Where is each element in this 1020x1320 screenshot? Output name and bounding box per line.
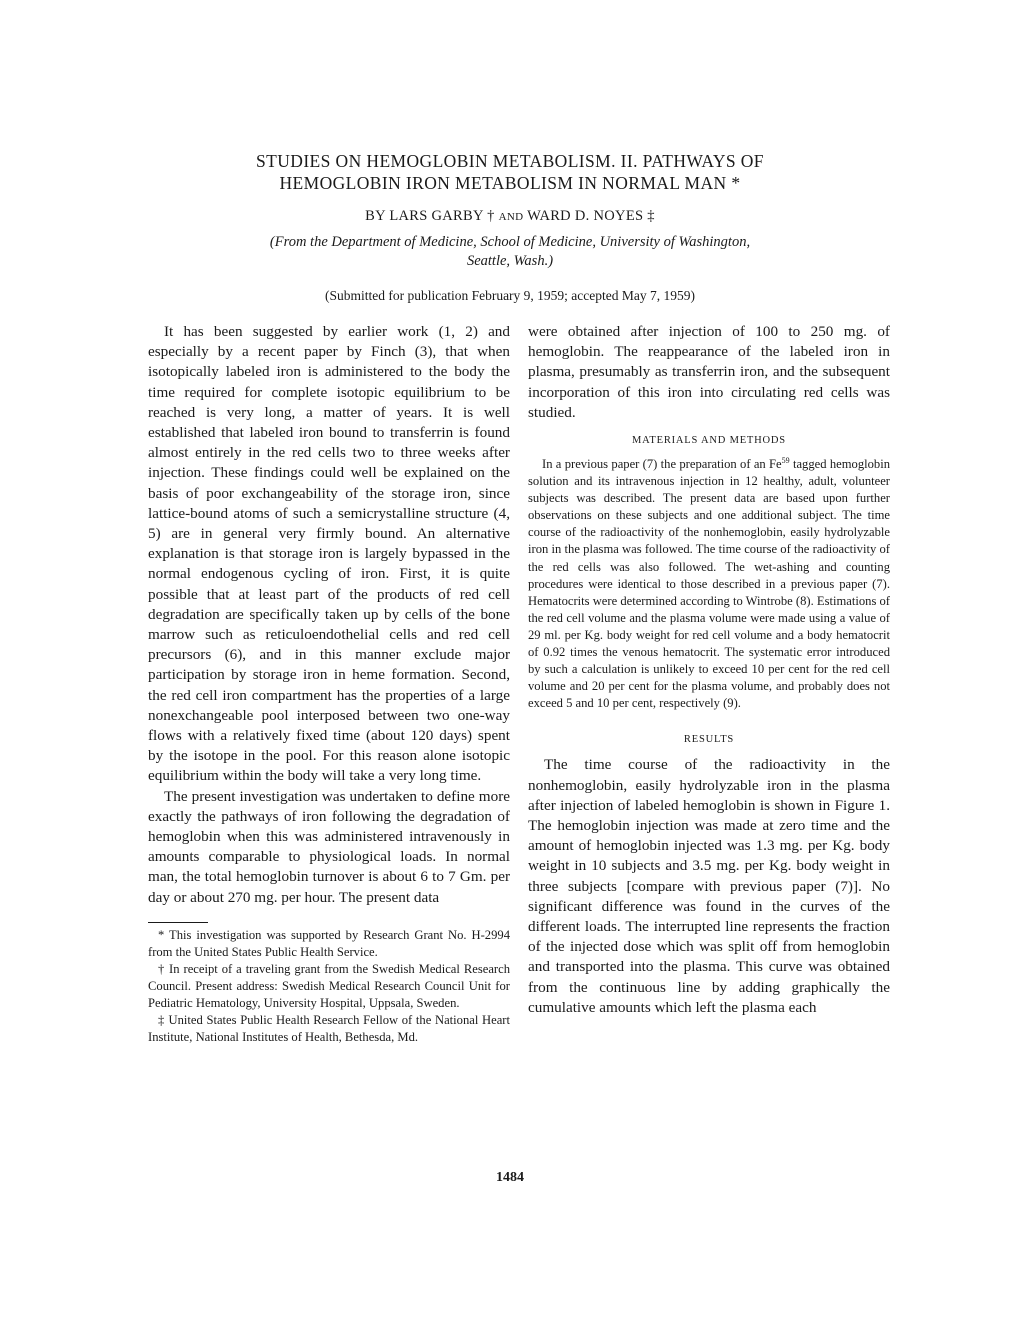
author-1: LARS GARBY † xyxy=(389,208,495,224)
and-word: AND xyxy=(498,211,524,223)
footnote-author-2: ‡ United States Public Health Research Fellow of the National Heart Institute, National Institutes of Health, Bethesda, Md. xyxy=(148,1012,510,1044)
article-title xyxy=(150,150,870,194)
methods-paragraph xyxy=(528,456,890,712)
left-column xyxy=(148,322,510,1046)
author-2: WARD D. NOYES ‡ xyxy=(527,208,655,224)
intro-continuation: were obtained after injection of 100 to 250 mg. of hemoglobin. The reappearance of the labeled iron in plasma, presumably as transferrin iron, and the subsequent incorporation of this iron into circulating red cells was studied. xyxy=(528,323,890,421)
title-line-2: HEMOGLOBIN IRON METABOLISM IN NORMAL MAN * xyxy=(279,173,741,193)
page-number: 1484 xyxy=(496,1170,524,1185)
results-heading: RESULTS xyxy=(683,734,735,746)
intro-paragraph-1: It has been suggested by earlier work (1, 2) and especially by a recent paper by Finch (3), that when isotopically labeled iron is administered to the body the time required for complete isotopic equilibrium to be reached is very long, a matter of years. It is well established that labeled iron bound to transferrin is found almost entirely in the red cells two to three weeks after injection. These findings could well be explained on the basis of poor exchangeability of the storage iron, since lattice-bound atoms of such a semicrystalline structure (4, 5) are in general very firmly bound. An alternative explanation is that storage iron is largely bypassed in the normal endogenous cycling of iron. First, it is quite possible that at least part of the products of red cell degradation are specifically taken up by cells of the bone marrow such as reticuloendothelial cells and red cell precursors (6), and in this manner exclude major participation by storage iron in heme formation. Second, the red cell iron compartment has the properties of a large nonexchangeable pool interposed between two one-way flows with a relatively fixed time (about 120 days) spent by the isotope in the pool. For this reason alone isotopic equilibrium within the body will take a very long time. xyxy=(148,323,510,785)
byline xyxy=(150,208,870,225)
footnote-funding: * This investigation was supported by Research Grant No. H-2994 from the United States Public Health Service. xyxy=(148,927,510,959)
methods-heading: MATERIALS AND METHODS xyxy=(632,435,786,447)
title-line-1: STUDIES ON HEMOGLOBIN METABOLISM. II. PATHWAYS OF xyxy=(256,151,764,171)
by-prefix: BY xyxy=(365,208,386,224)
affiliation-line-1: (From the Department of Medicine, School of Medicine, University of Washington, xyxy=(269,234,751,250)
intro-paragraph-2: The present investigation was undertaken to define more exactly the pathways of iron following the degradation of hemoglobin when this was administered intravenously in amounts comparable to physiological loads. In normal man, the total hemoglobin turnover is about 6 to 7 Gm. per day or about 270 mg. per hour. The present data xyxy=(148,787,510,906)
footnote-author-1: † In receipt of a traveling grant from the Swedish Medical Research Council. Present address: Swedish Medical Research Council Unit for Pediatric Hematology, University Hospital, Uppsala, Sweden. xyxy=(148,961,510,1010)
submission-dates: (Submitted for publication February 9, 1959; accepted May 7, 1959) xyxy=(324,288,696,303)
methods-text-a: In a previous paper (7) the preparation of an Fe xyxy=(542,457,782,472)
isotope-superscript: 59 xyxy=(781,455,790,465)
methods-section xyxy=(528,456,890,712)
right-column xyxy=(528,322,890,1018)
footnotes xyxy=(148,927,510,1046)
footnote-divider xyxy=(148,922,208,923)
affiliation-line-2: Seattle, Wash.) xyxy=(466,253,554,269)
affiliation xyxy=(150,233,870,271)
results-paragraph: The time course of the radioactivity in the nonhemoglobin, easily hydrolyzable iron in the plasma after injection of labeled hemoglobin is shown in Figure 1. The hemoglobin injection was made at zero time and the amount of hemoglobin injected was 1.3 mg. per Kg. body weight in 10 subjects and 3.5 mg. per Kg. body weight in three subjects [compare with previous paper (7)]. No significant difference was found in the curves of the different loads. The interrupted line represents the fraction of the injected dose which was split off from hemoglobin and transported into the plasma. This curve was obtained from the continuous line by adding graphically the cumulative amounts which left the plasma each xyxy=(528,756,890,1016)
methods-text-b: tagged hemoglobin solution and its intravenous injection in 12 healthy, adult, volunteer subjects was described. The present data are based upon further observations on these subjects and one additional subject. The time course of the radioactivity of the nonhemoglobin, easily hydrolyzable iron in the plasma was followed. The time course of the radioactivity of the red cells was also followed. The wet-ashing and counting procedures were identical to those described in a previous paper (7). Hematocrits were determined according to Wintrobe (8). Estimations of the red cell volume and the plasma volume were made using a value of 29 ml. per Kg. body weight for red cell volume and a body hematocrit of 0.92 times the venous hematocrit. The systematic error introduced by such a calculation is unlikely to exceed 10 per cent for the red cell volume and 20 per cent for the plasma volume, and probably does not exceed 5 and 10 per cent, respectively (9). xyxy=(528,457,891,711)
